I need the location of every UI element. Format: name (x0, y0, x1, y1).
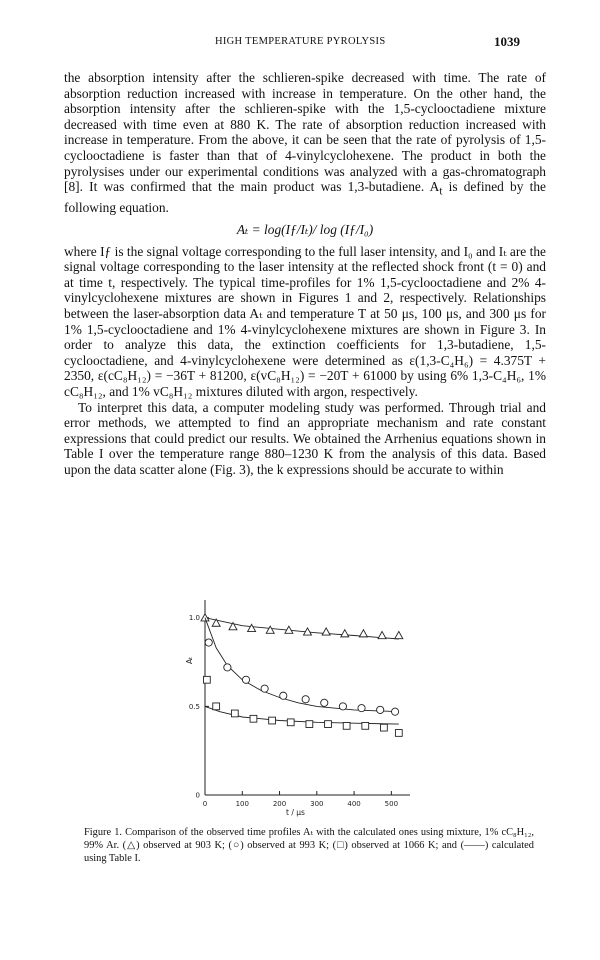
chart-svg (170, 590, 430, 830)
data-point-circle (358, 705, 365, 712)
data-point-square (203, 676, 210, 683)
data-point-square (287, 719, 294, 726)
y-axis-label: Aₜ (185, 656, 194, 664)
data-point-circle (242, 676, 249, 683)
paragraph-1-text: the absorption intensity after the schlieren-spike decreased with time. The rate of absorption reduction increased with increase in temperature. On the other hand, the absorption intensity after the schlieren-spike with the 1,5-cyclooctadiene mixture decreased with time even at 880 K. The rate of absorption reduction increased with increase in temperature. From the above, it can be seen that the rate of pyrolysis of 1,5-cyclooctadiene is faster than that of 4-vinylcyclohexene. The product in both the pyrolysises under our experimental conditions was analyzed with a gas-chromatograph [8]. It was confirmed that the main product was 1,3-butadiene. A (64, 70, 546, 195)
data-point-square (250, 715, 257, 722)
paragraph-1-subscript: t (439, 185, 443, 198)
data-point-square (325, 721, 332, 728)
data-point-triangle (266, 626, 274, 633)
data-point-circle (302, 696, 309, 703)
data-point-triangle (395, 631, 403, 638)
body-text (64, 70, 546, 478)
data-point-triangle (248, 624, 256, 631)
paragraph-1 (64, 70, 546, 216)
data-point-square (306, 721, 313, 728)
figure-caption: Figure 1. Comparison of the observed time profiles Aₜ with the calculated ones using mixture, 1% cC₈H₁₂, 99% Ar. (△) observed at 903 K; (○) observed at 993 K; (□) observed at 1066 K; and (——) calculated using Table I. (84, 827, 534, 864)
paragraph-2: where Iƒ is the signal voltage corresponding to the full laser intensity, and I₀ and Iₜ are the signal voltage corresponding to the laser intensity at the reflected shock front (t = 0) and at time t, respectively. The typical time-profiles for 1% 1,5-cyclooctadiene and 2% 4-vinylcyclohexene mixtures are shown in Figures 1 and 2, respectively. Relationships between the laser-absorption data Aₜ and temperature T at 50 μs, 100 μs, and 300 μs for 1% 1,5-cyclooctadiene and 1% 4-vinylcyclohexene mixtures are shown in Figure 3. In order to analyze this data, the extinction coefficients for 1,3-butadiene, 1,5-cyclooctadiene, and 4-vinylcyclohexene were determined as ε(1,3-C₄H₆) = 4.375T + 2350, ε(cC₈H₁₂) = −36T + 81200, ε(vC₈H₁₂) = −20T + 61000 by using 6% 1,3-C₄H₆, 1% cC₈H₁₂, and 1% vC₈H₁₂ mixtures diluted with argon, respectively. (64, 243, 546, 399)
data-point-circle (280, 692, 287, 699)
data-point-square (381, 724, 388, 731)
page-number: 1039 (494, 34, 520, 49)
x-tick-label: 100 (235, 800, 249, 808)
y-tick-label: 0 (195, 791, 200, 800)
figure-1-chart (170, 590, 430, 830)
data-point-triangle (341, 630, 349, 637)
x-axis-label: t / μs (286, 808, 305, 817)
data-point-circle (321, 699, 328, 706)
equation: Aₜ = log(Iƒ/Iₜ)/ log (Iƒ/I₀) (236, 222, 374, 238)
x-tick-label: 300 (310, 800, 324, 808)
y-tick-label: 1.0 (188, 614, 200, 623)
data-point-square (269, 717, 276, 724)
data-point-square (343, 722, 350, 729)
paragraph-3: To interpret this data, a computer modeling study was performed. Through trial and error methods, we attempted to find an appropriate mechanism and rate constant expressions that could predict our results. We obtained the Arrhenius equations shown in Table I over the temperature range 880–1230 K from the analysis of this data. Based upon the data scatter alone (Fig. 3), the k expressions should be accurate to within (64, 399, 546, 477)
data-point-square (213, 703, 220, 710)
data-point-circle (339, 703, 346, 710)
x-tick-label: 500 (384, 800, 399, 808)
x-tick-label: 200 (272, 800, 287, 808)
data-point-circle (205, 639, 212, 646)
x-tick-label: 0 (202, 800, 208, 808)
data-point-triangle (378, 631, 386, 638)
data-point-square (231, 710, 238, 717)
data-point-circle (377, 706, 384, 713)
data-point-circle (224, 664, 231, 671)
x-tick-label: 400 (347, 800, 361, 808)
data-point-square (362, 722, 369, 729)
data-point-triangle (229, 623, 237, 630)
data-point-circle (391, 708, 398, 715)
y-tick-label: 0.5 (188, 702, 200, 711)
data-point-triangle (322, 628, 330, 635)
data-point-square (395, 730, 402, 737)
data-point-triangle (359, 630, 367, 637)
data-point-circle (261, 685, 268, 692)
data-point-triangle (212, 619, 220, 626)
paragraph-1-tail: is defined by the following equation. (64, 179, 546, 216)
running-head: HIGH TEMPERATURE PYROLYSIS (215, 36, 386, 47)
